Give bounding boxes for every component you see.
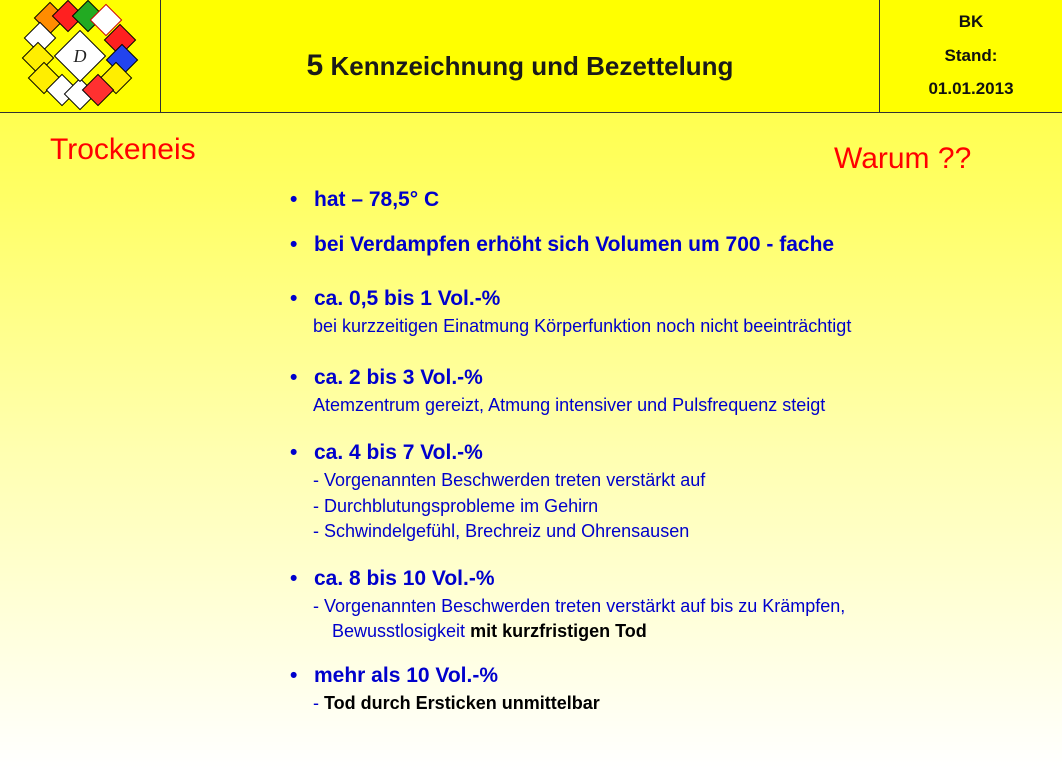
title-cell [161,0,880,112]
sub-line-text: Bewusstlosigkeit [332,621,466,641]
logo-cell [0,0,161,112]
bullet-item [290,287,500,311]
chapter-number: 5 [306,49,324,82]
slide-title: Trockeneis [50,133,196,166]
bullet-item [290,664,498,688]
bullet-text: bei Verdampfen erhöht sich Volumen um 700 - fache [314,233,835,256]
sub-line-emphasis: Tod durch Ersticken unmittelbar [324,693,600,713]
sub-line-dash: - [313,693,319,713]
bullet-glyph: • [290,188,298,211]
bullet-glyph: • [290,664,298,687]
logo-letter: D [73,46,87,66]
bullet-text: ca. 0,5 bis 1 Vol.-% [314,287,501,310]
sub-line-emphasis: mit kurzfristigen Tod [470,621,647,641]
bullet-glyph: • [290,441,298,464]
sub-line: - Vorgenannten Beschwerden treten verstärkt auf bis zu Krämpfen, [313,596,846,616]
bullet-glyph: • [290,233,298,256]
meta-cell [880,0,1062,112]
bullet-item [290,567,495,591]
sub-line: - Durchblutungsprobleme im Gehirn [313,496,599,516]
meta-stand-label: Stand: [944,46,998,65]
meta-date: 01.01.2013 [928,79,1014,98]
bullet-glyph: • [290,567,298,590]
meta-code: BK [958,12,984,31]
chapter-title: Kennzeichnung und Bezettelung [330,51,734,81]
hazard-labels-logo [0,0,160,112]
bullet-glyph: • [290,366,298,389]
bullet-text: ca. 2 bis 3 Vol.-% [314,366,483,389]
sub-line: - Schwindelgefühl, Brechreiz und Ohrensausen [313,521,690,541]
sub-line [313,693,600,714]
bullet-text: hat – 78,5° C [314,188,440,211]
bullet-text: ca. 8 bis 10 Vol.-% [314,567,495,590]
bullet-text: mehr als 10 Vol.-% [314,664,499,687]
bullet-text: ca. 4 bis 7 Vol.-% [314,441,483,464]
sub-line: Atemzentrum gereizt, Atmung intensiver und Pulsfrequenz steigt [313,395,826,415]
bullet-item [290,366,483,390]
sub-line: bei kurzzeitigen Einatmung Körperfunktion noch nicht beeinträchtigt [313,316,852,336]
question-heading: Warum ?? [834,142,972,175]
bullet-item [290,188,439,212]
page-title [307,49,734,83]
bullet-glyph: • [290,287,298,310]
slide-header [0,0,1062,113]
bullet-item [290,233,834,257]
bullet-item [290,441,483,465]
sub-line: - Vorgenannten Beschwerden treten verstärkt auf [313,470,706,490]
sub-line [332,621,647,642]
